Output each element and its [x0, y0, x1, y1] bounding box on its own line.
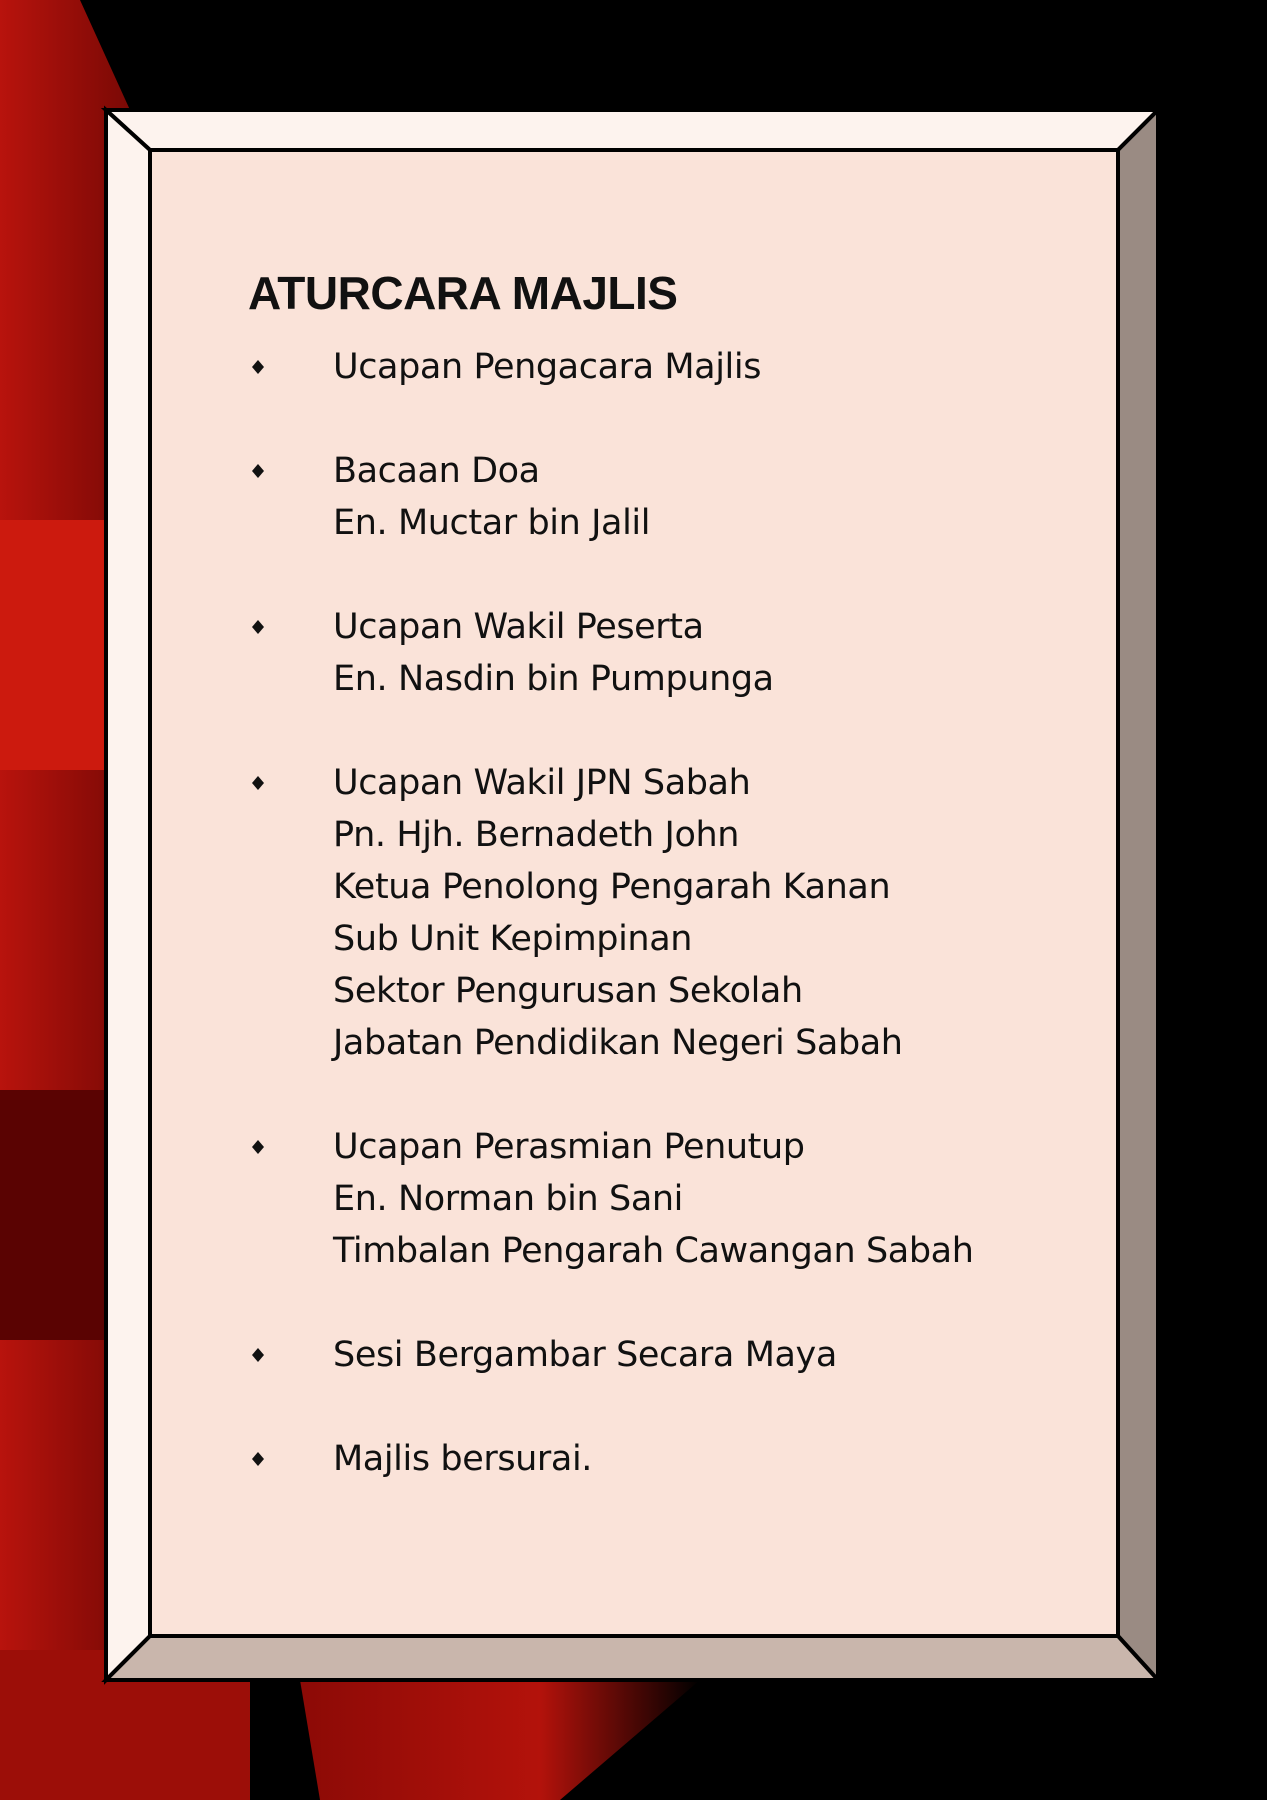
diamond-bullet-icon — [251, 1348, 265, 1362]
item-detail-line: En. Norman bin Sani — [333, 1179, 683, 1219]
item-detail-line: Sub Unit Kepimpinan — [333, 919, 693, 959]
diamond-bullet-icon — [251, 1452, 265, 1466]
diamond-bullet-icon — [251, 776, 265, 790]
list-item — [248, 1329, 1078, 1381]
item-detail-line: Jabatan Pendidikan Negeri Sabah — [333, 1023, 903, 1063]
item-heading: Ucapan Wakil Peserta — [333, 607, 704, 647]
diamond-bullet-icon — [251, 620, 265, 634]
diamond-bullet-icon — [251, 360, 265, 374]
list-item — [248, 601, 1078, 705]
list-item — [248, 341, 1078, 393]
item-detail-line: Timbalan Pengarah Cawangan Sabah — [333, 1231, 974, 1271]
item-heading: Ucapan Perasmian Penutup — [333, 1127, 805, 1167]
item-heading: Sesi Bergambar Secara Maya — [333, 1335, 837, 1375]
list-item — [248, 1433, 1078, 1485]
programme-content — [248, 265, 1078, 1537]
item-detail-line: Ketua Penolong Pengarah Kanan — [333, 867, 891, 907]
programme-list — [248, 341, 1078, 1485]
item-heading: Majlis bersurai. — [333, 1439, 593, 1479]
diamond-bullet-icon — [251, 464, 265, 478]
item-detail-line: Pn. Hjh. Bernadeth John — [333, 815, 740, 855]
item-detail-line: En. Muctar bin Jalil — [333, 503, 651, 543]
list-item — [248, 757, 1078, 1069]
page-title: ATURCARA MAJLIS — [248, 267, 678, 319]
item-heading: Ucapan Pengacara Majlis — [333, 347, 762, 387]
item-heading: Ucapan Wakil JPN Sabah — [333, 763, 751, 803]
list-item — [248, 445, 1078, 549]
item-heading: Bacaan Doa — [333, 451, 540, 491]
item-detail-line: Sektor Pengurusan Sekolah — [333, 971, 803, 1011]
diamond-bullet-icon — [251, 1140, 265, 1154]
list-item — [248, 1121, 1078, 1277]
item-detail-line: En. Nasdin bin Pumpunga — [333, 659, 774, 699]
